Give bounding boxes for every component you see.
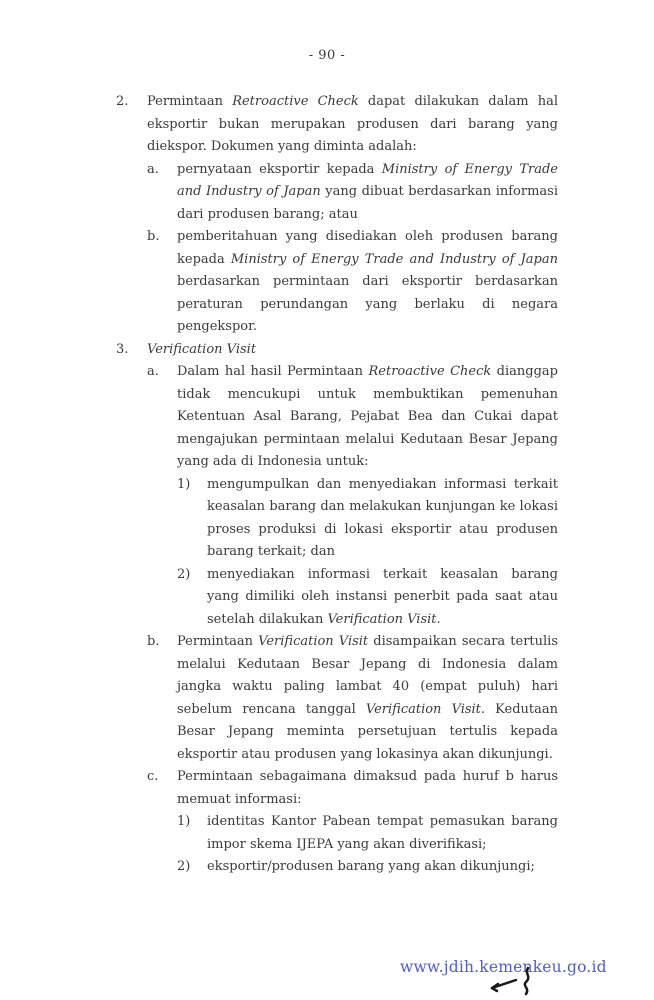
sub-item-2a	[147, 159, 558, 227]
signature-mark-icon	[488, 966, 548, 996]
sub-item-label: a.	[147, 161, 159, 177]
page-number: - 90 -	[308, 48, 346, 63]
sub-item-text	[177, 159, 558, 227]
italic-term: Ministry of Energy Trade and Industry of Japan	[177, 161, 558, 199]
sub-item-3a	[147, 361, 558, 631]
sub-item-text	[177, 361, 558, 474]
sub-item-label: b.	[147, 229, 160, 244]
sub-item-2b	[147, 226, 558, 339]
text-segment: dapat dilakukan dalam hal eksportir bukan merupakan produsen dari barang yang diekspor. Dokumen yang diminta adalah:	[147, 94, 558, 154]
point-3a-2	[177, 564, 558, 632]
text-segment: Permintaan	[147, 94, 233, 109]
italic-term: Verification Visit	[258, 634, 369, 649]
italic-term: Verification Visit	[327, 611, 437, 627]
point-label: 2)	[177, 566, 191, 582]
sub-item-label: b.	[147, 634, 160, 649]
website-link[interactable]: www.jdih.kemenkeu.go.id	[400, 958, 607, 976]
text-segment: disampaikan secara tertulis melalui Kedutaan Besar Jepang di Indonesia dalam jangka waktu paling lambat 40 (empat puluh) hari sebelum rencana tanggal	[177, 634, 558, 717]
text-segment: Dalam hal hasil Permintaan	[177, 364, 369, 379]
text-segment: .	[436, 611, 441, 627]
sub-item-text	[177, 226, 558, 339]
point-3c-1	[177, 811, 558, 856]
list-item-2	[116, 91, 558, 339]
text-segment: pemberitahuan yang disediakan oleh produsen barang kepada	[177, 229, 558, 267]
item-title	[147, 339, 558, 362]
text-segment: berdasarkan permintaan dari eksportir berdasarkan peraturan perundangan yang berlaku di negara pengekspor.	[177, 274, 558, 334]
italic-term: Retroactive Check	[232, 94, 359, 109]
point-label: 1)	[177, 814, 191, 829]
italic-term: Verification Visit	[365, 701, 481, 717]
point-label: 2)	[177, 859, 191, 874]
sub-item-3c	[147, 766, 558, 879]
item-number: 3.	[116, 341, 129, 357]
italic-term: Verification Visit	[147, 341, 257, 357]
sub-item-label: a.	[147, 364, 159, 379]
item-number: 2.	[116, 94, 129, 109]
document-body	[116, 91, 558, 879]
point-label: 1)	[177, 476, 191, 492]
sub-item-3b	[147, 631, 558, 766]
sub-item-label: c.	[147, 769, 159, 784]
point-text: mengumpulkan dan menyediakan informasi terkait keasalan barang dan melakukan kunjungan ke lokasi proses produksi di lokasi eksportir atau produsen barang terkait; dan	[207, 476, 558, 559]
text-segment: yang dibuat berdasarkan informasi dari produsen barang; atau	[177, 184, 559, 222]
italic-term: Ministry of Energy Trade and Industry of Japan	[230, 251, 558, 267]
text-segment: menyediakan informasi terkait keasalan barang yang dimiliki oleh instansi penerbit pada saat atau setelah dilakukan	[207, 566, 558, 627]
text-segment: . Kedutaan Besar Jepang meminta persetujuan tertulis kepada eksportir atau produsen yang lokasinya akan dikunjungi.	[177, 701, 559, 762]
point-3a-1	[177, 474, 558, 564]
text-segment: pernyataan eksportir kepada	[177, 161, 382, 177]
item-text	[147, 91, 558, 159]
text-segment: dianggap tidak mencukupi untuk membuktikan pemenuhan Ketentuan Asal Barang, Pejabat Bea dan Cukai dapat mengajukan permintaan melalui Kedutaan Besar Jepang yang ada di Indonesia untuk:	[177, 364, 558, 469]
point-text: eksportir/produsen barang yang akan dikunjungi;	[207, 859, 535, 874]
sub-item-text	[177, 631, 558, 766]
sub-item-text: Permintaan sebagaimana dimaksud pada huruf b harus memuat informasi:	[177, 769, 558, 807]
list-item-3	[116, 339, 558, 879]
point-text	[207, 564, 558, 632]
point-text: identitas Kantor Pabean tempat pemasukan barang impor skema IJEPA yang akan diverifikasi;	[207, 814, 558, 852]
text-segment: Permintaan	[177, 634, 259, 649]
italic-term: Retroactive Check	[368, 364, 492, 379]
point-3c-2	[177, 856, 558, 879]
